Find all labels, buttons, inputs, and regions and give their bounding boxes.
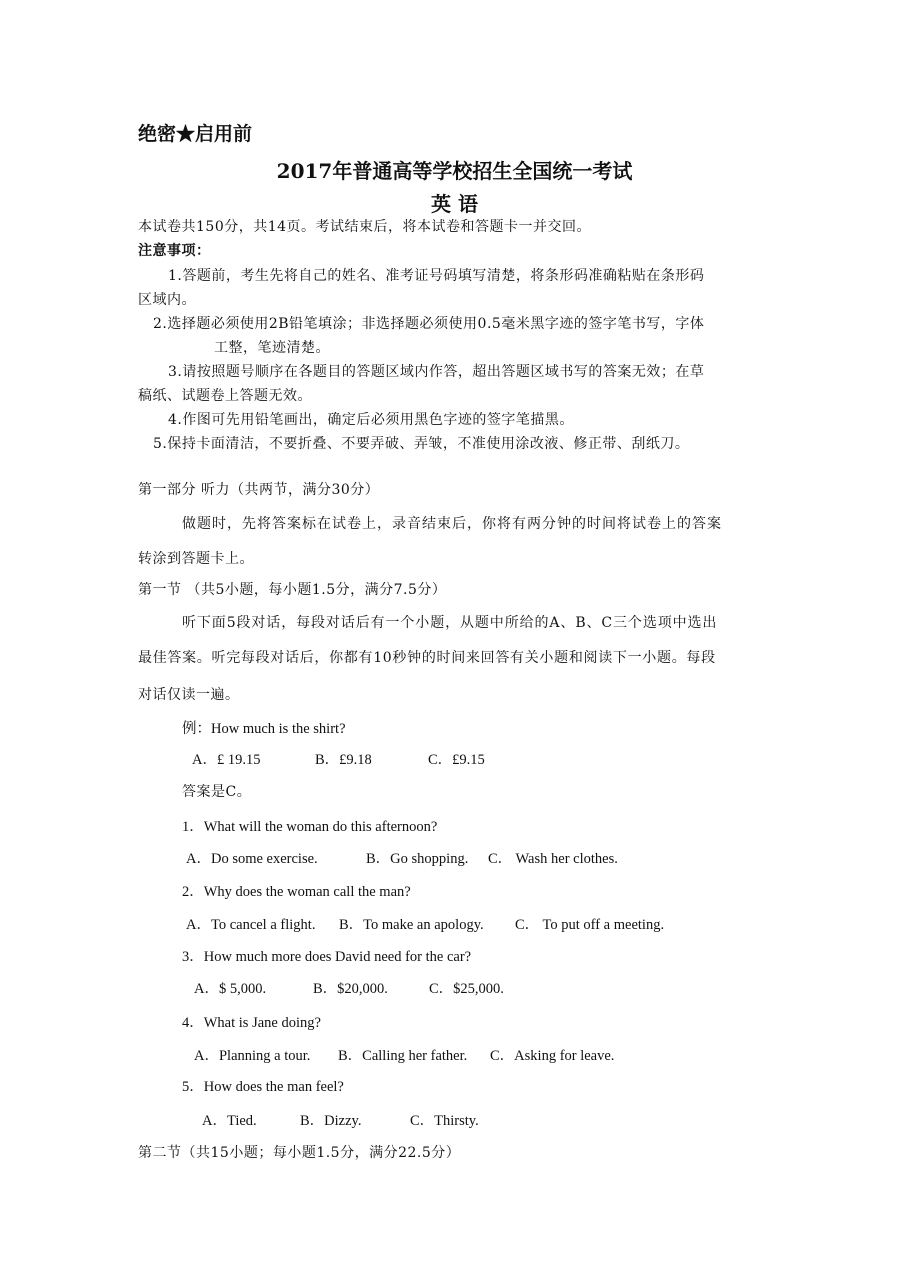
question-4-option-c: C．Asking for leave. — [490, 1048, 615, 1064]
notes-heading: 注意事项： — [138, 243, 211, 259]
question-5: 5．How does the man feel? — [182, 1079, 344, 1095]
question-3-option-c: C．$25,000. — [429, 981, 504, 997]
note-3: 3.请按照题号顺序在各题目的答题区域内作答，超出答题区域书写的答案无效；在草 — [168, 364, 705, 380]
example-answer: 答案是C。 — [182, 784, 252, 800]
section2-heading: 第二节（共15小题；每小题1.5分，满分22.5分） — [138, 1145, 461, 1161]
note-3-cont: 稿纸、试题卷上答题无效。 — [138, 388, 312, 404]
question-5-option-c: C．Thirsty. — [410, 1113, 479, 1129]
question-1-option-a: A．Do some exercise. — [186, 851, 318, 867]
question-4-option-b: B．Calling her father. — [338, 1048, 468, 1064]
example-option-b: B．£9.18 — [315, 752, 372, 768]
question-3: 3．How much more does David need for the car? — [182, 949, 472, 965]
part1-instruction: 做题时，先将答案标在试卷上，录音结束后，你将有两分钟的时间将试卷上的答案 — [182, 516, 722, 532]
section1-instruction-cont: 最佳答案。听完每段对话后，你都有10秒钟的时间来回答有关小题和阅读下一小题。每段 — [138, 650, 716, 666]
note-5: 5.保持卡面清洁，不要折叠、不要弄破、弄皱，不准使用涂改液、修正带、刮纸刀。 — [153, 436, 690, 452]
part1-heading: 第一部分 听力（共两节，满分30分） — [138, 482, 380, 498]
subject-title: 英 语 — [431, 192, 478, 216]
section1-heading: 第一节 （共5小题，每小题1.5分，满分7.5分） — [138, 582, 447, 598]
question-3-option-b: B．$20,000. — [313, 981, 388, 997]
example-option-c: C．£9.15 — [428, 752, 485, 768]
example-question: 例：How much is the shirt? — [182, 721, 346, 737]
exam-title: 2017年普通高等学校招生全国统一考试 — [276, 159, 633, 183]
question-5-option-b: B．Dizzy. — [300, 1113, 362, 1129]
intro-text: 本试卷共150分，共14页。考试结束后，将本试卷和答题卡一并交回。 — [138, 219, 592, 235]
question-5-option-a: A．Tied. — [202, 1113, 257, 1129]
question-1-option-b: B．Go shopping. — [366, 851, 469, 867]
note-1-cont: 区域内。 — [138, 292, 196, 308]
question-1-option-c: C． Wash her clothes. — [488, 851, 618, 867]
question-2-option-b: B．To make an apology. — [339, 917, 484, 933]
question-2: 2．Why does the woman call the man? — [182, 884, 411, 900]
section1-instruction-end: 对话仅读一遍。 — [138, 687, 240, 703]
question-4-option-a: A．Planning a tour. — [194, 1048, 311, 1064]
note-2-cont: 工整，笔迹清楚。 — [214, 340, 330, 356]
note-1: 1.答题前，考生先将自己的姓名、准考证号码填写清楚，将条形码准确粘贴在条形码 — [168, 268, 705, 284]
secret-label: 绝密★启用前 — [138, 123, 253, 145]
question-2-option-a: A．To cancel a flight. — [186, 917, 316, 933]
example-option-a: A．£ 19.15 — [192, 752, 261, 768]
section1-instruction: 听下面5段对话，每段对话后有一个小题，从题中所给的A、B、C三个选项中选出 — [182, 615, 718, 631]
question-1: 1．What will the woman do this afternoon? — [182, 819, 438, 835]
note-2: 2.选择题必须使用2B铅笔填涂；非选择题必须使用0.5毫米黑字迹的签字笔书写，字体 — [153, 316, 705, 332]
question-4: 4．What is Jane doing? — [182, 1015, 321, 1031]
note-4: 4.作图可先用铅笔画出，确定后必须用黑色字迹的签字笔描黑。 — [168, 412, 574, 428]
question-2-option-c: C． To put off a meeting. — [515, 917, 665, 933]
part1-instruction-cont: 转涂到答题卡上。 — [138, 551, 254, 567]
question-3-option-a: A．$ 5,000. — [194, 981, 267, 997]
